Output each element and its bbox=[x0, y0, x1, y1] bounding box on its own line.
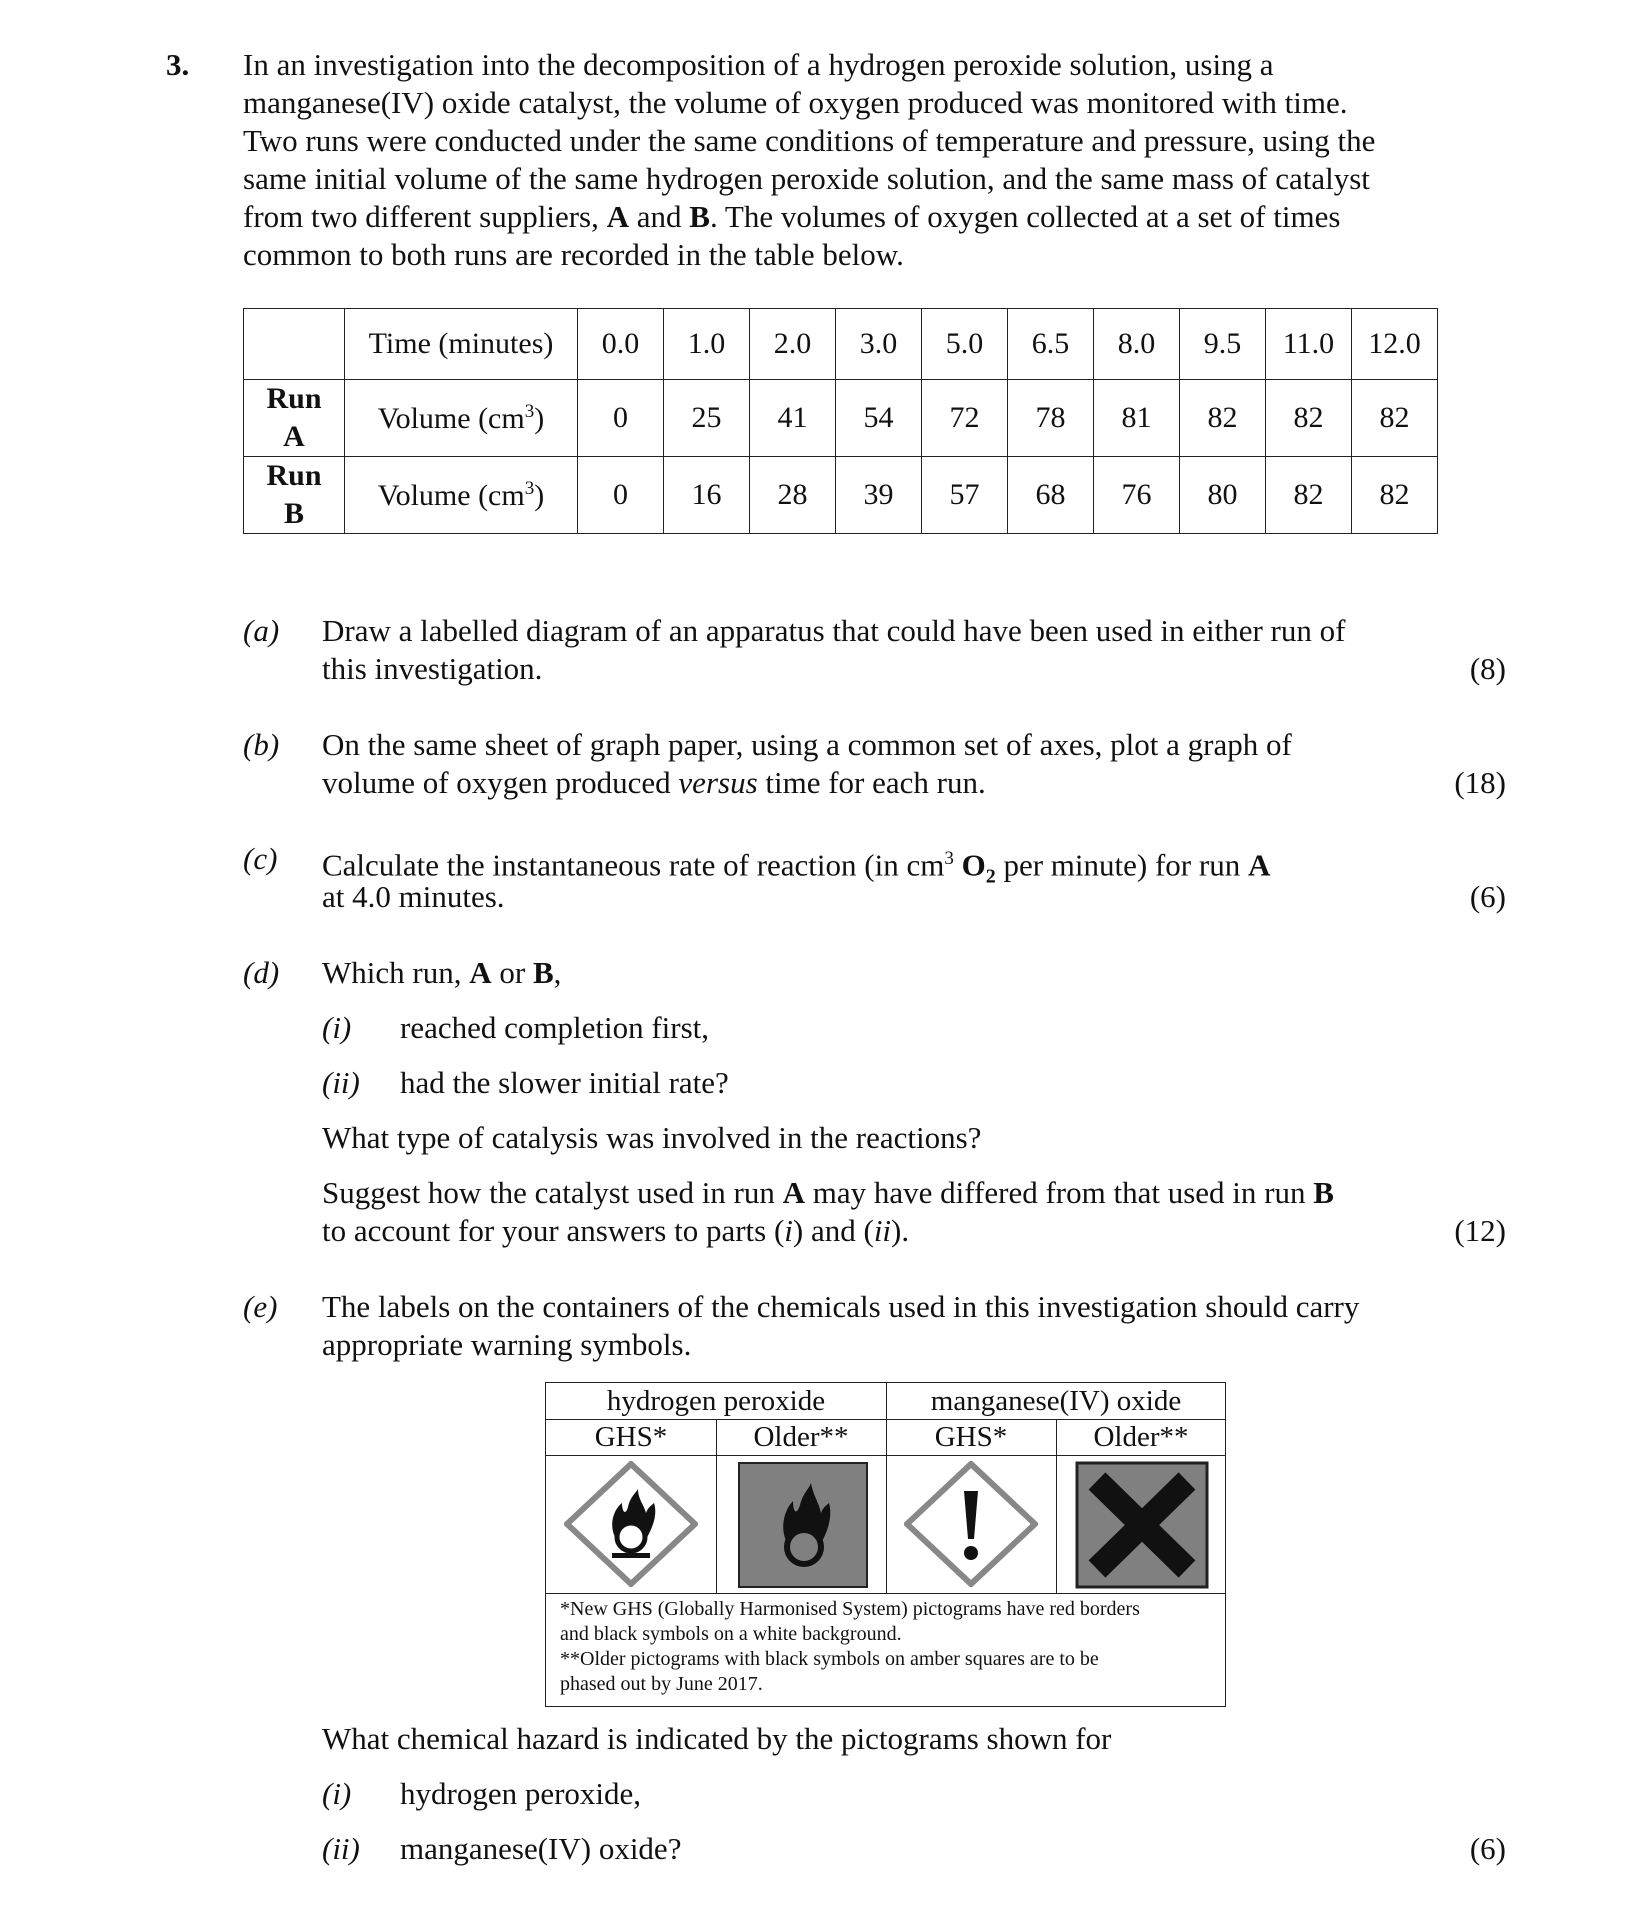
part-text: On the same sheet of graph paper, using a common set of axes, plot a graph of bbox=[322, 727, 1292, 762]
part-text: What chemical hazard is indicated by the pictograms shown for bbox=[322, 1721, 1112, 1756]
run-b-label: Run B bbox=[244, 457, 345, 534]
time-cell: 3.0 bbox=[836, 309, 922, 380]
volume-cell: 82 bbox=[1266, 457, 1352, 534]
part-text: appropriate warning symbols. bbox=[322, 1327, 692, 1362]
part-text: Draw a labelled diagram of an apparatus that could have been used in either run of bbox=[322, 613, 1346, 648]
volume-cell: 25 bbox=[664, 380, 750, 457]
volume-cell: 0 bbox=[578, 380, 664, 457]
intro-line: common to both runs are recorded in the table below. bbox=[243, 237, 904, 272]
part-text: The labels on the containers of the chemicals used in this investigation should carry bbox=[322, 1289, 1360, 1324]
footnote: and black symbols on a white background. bbox=[560, 1623, 902, 1645]
volume-cell: 16 bbox=[664, 457, 750, 534]
subpart-label: (ii) bbox=[322, 1065, 360, 1100]
volume-cell: 78 bbox=[1008, 380, 1094, 457]
marks: (6) bbox=[1469, 879, 1506, 914]
older-oxidiser-icon bbox=[737, 1461, 869, 1589]
intro-line: same initial volume of the same hydrogen peroxide solution, and the same mass of catalyst bbox=[243, 161, 1370, 196]
marks: (18) bbox=[1454, 765, 1506, 800]
older-header: Older** bbox=[753, 1421, 849, 1453]
ghs-exclamation-icon bbox=[904, 1461, 1038, 1587]
table-row-run-a bbox=[244, 380, 1438, 457]
part-label: (a) bbox=[243, 613, 280, 648]
volume-cell: 82 bbox=[1180, 380, 1266, 457]
table-header-row bbox=[244, 309, 1438, 380]
part-text: to account for your answers to parts (i) and (ii). bbox=[322, 1213, 910, 1248]
volume-cell: 57 bbox=[922, 457, 1008, 534]
volume-cell: 81 bbox=[1094, 380, 1180, 457]
volume-cell: 82 bbox=[1266, 380, 1352, 457]
time-cell: 5.0 bbox=[922, 309, 1008, 380]
subpart-text: reached completion first, bbox=[400, 1010, 710, 1045]
volume-cell: 68 bbox=[1008, 457, 1094, 534]
subpart-label: (ii) bbox=[322, 1831, 360, 1866]
divider bbox=[716, 1419, 717, 1593]
footnote: **Older pictograms with black symbols on amber squares are to be bbox=[560, 1648, 1099, 1670]
volume-cell: 0 bbox=[578, 457, 664, 534]
divider bbox=[1056, 1419, 1057, 1593]
volume-cell: 76 bbox=[1094, 457, 1180, 534]
table-corner-cell bbox=[244, 309, 345, 380]
intro-line: from two different suppliers, A and B. The volumes of oxygen collected at a set of times bbox=[243, 199, 1341, 234]
chemical-header: manganese(IV) oxide bbox=[930, 1385, 1182, 1417]
chemical-header: hydrogen peroxide bbox=[606, 1385, 826, 1417]
run-a-label: Run A bbox=[244, 380, 345, 457]
part-text: Suggest how the catalyst used in run A may have differed from that used in run B bbox=[322, 1175, 1334, 1210]
time-cell: 6.5 bbox=[1008, 309, 1094, 380]
intro-line: In an investigation into the decomposition of a hydrogen peroxide solution, using a bbox=[243, 47, 1274, 82]
volume-cell: 82 bbox=[1352, 457, 1438, 534]
ghs-oxidiser-icon bbox=[564, 1461, 698, 1587]
volume-cell: 82 bbox=[1352, 380, 1438, 457]
older-harmful-x-icon bbox=[1075, 1461, 1209, 1589]
table-row-run-b bbox=[244, 457, 1438, 534]
divider bbox=[546, 1593, 1225, 1594]
time-cell: 2.0 bbox=[750, 309, 836, 380]
volume-time-table bbox=[243, 308, 1438, 534]
time-cell: 9.5 bbox=[1180, 309, 1266, 380]
volume-cell: 41 bbox=[750, 380, 836, 457]
volume-cell: 80 bbox=[1180, 457, 1266, 534]
part-label: (d) bbox=[243, 955, 280, 990]
volume-label: Volume $(cm^3)$ bbox=[345, 457, 578, 534]
part-text: this investigation. bbox=[322, 651, 543, 686]
part-text: volume of oxygen produced versus time for each run. bbox=[322, 765, 986, 800]
marks: (6) bbox=[1469, 1831, 1506, 1866]
time-label: Time (minutes) bbox=[345, 309, 578, 380]
subpart-text: had the slower initial rate? bbox=[400, 1065, 729, 1100]
time-cell: 1.0 bbox=[664, 309, 750, 380]
volume-label: Volume $(cm^3)$ bbox=[345, 380, 578, 457]
marks: (12) bbox=[1454, 1213, 1506, 1248]
question-number: 3. bbox=[166, 47, 190, 82]
ghs-header: GHS* bbox=[594, 1421, 668, 1453]
part-label: (c) bbox=[243, 841, 278, 876]
marks: (8) bbox=[1469, 651, 1506, 686]
pictogram-table bbox=[545, 1382, 1226, 1707]
subpart-label: (i) bbox=[322, 1010, 352, 1045]
time-cell: 11.0 bbox=[1266, 309, 1352, 380]
time-cell: 8.0 bbox=[1094, 309, 1180, 380]
footnote: *New GHS (Globally Harmonised System) pictograms have red borders bbox=[560, 1598, 1140, 1620]
part-label: (b) bbox=[243, 727, 280, 762]
volume-cell: 39 bbox=[836, 457, 922, 534]
divider bbox=[886, 1383, 887, 1593]
volume-cell: 72 bbox=[922, 380, 1008, 457]
volume-cell: 28 bbox=[750, 457, 836, 534]
subpart-label: (i) bbox=[322, 1776, 352, 1811]
time-cell: 0.0 bbox=[578, 309, 664, 380]
footnote: phased out by June 2017. bbox=[560, 1673, 763, 1695]
older-header: Older** bbox=[1093, 1421, 1189, 1453]
part-text: What type of catalysis was involved in the reactions? bbox=[322, 1120, 982, 1155]
intro-line: manganese(IV) oxide catalyst, the volume of oxygen produced was monitored with time. bbox=[243, 85, 1348, 120]
part-text: Which run, A or B, bbox=[322, 955, 562, 990]
ghs-header: GHS* bbox=[934, 1421, 1008, 1453]
volume-cell: 54 bbox=[836, 380, 922, 457]
part-text: Calculate the instantaneous rate of reaction (in $cm^3$ $O_2$ per minute) for run A bbox=[322, 847, 1271, 888]
time-cell: 12.0 bbox=[1352, 309, 1438, 380]
subpart-text: manganese(IV) oxide? bbox=[400, 1831, 682, 1866]
part-text: at 4.0 minutes. bbox=[322, 879, 505, 914]
intro-line: Two runs were conducted under the same conditions of temperature and pressure, using the bbox=[243, 123, 1376, 158]
part-label: (e) bbox=[243, 1289, 278, 1324]
subpart-text: hydrogen peroxide, bbox=[400, 1776, 642, 1811]
